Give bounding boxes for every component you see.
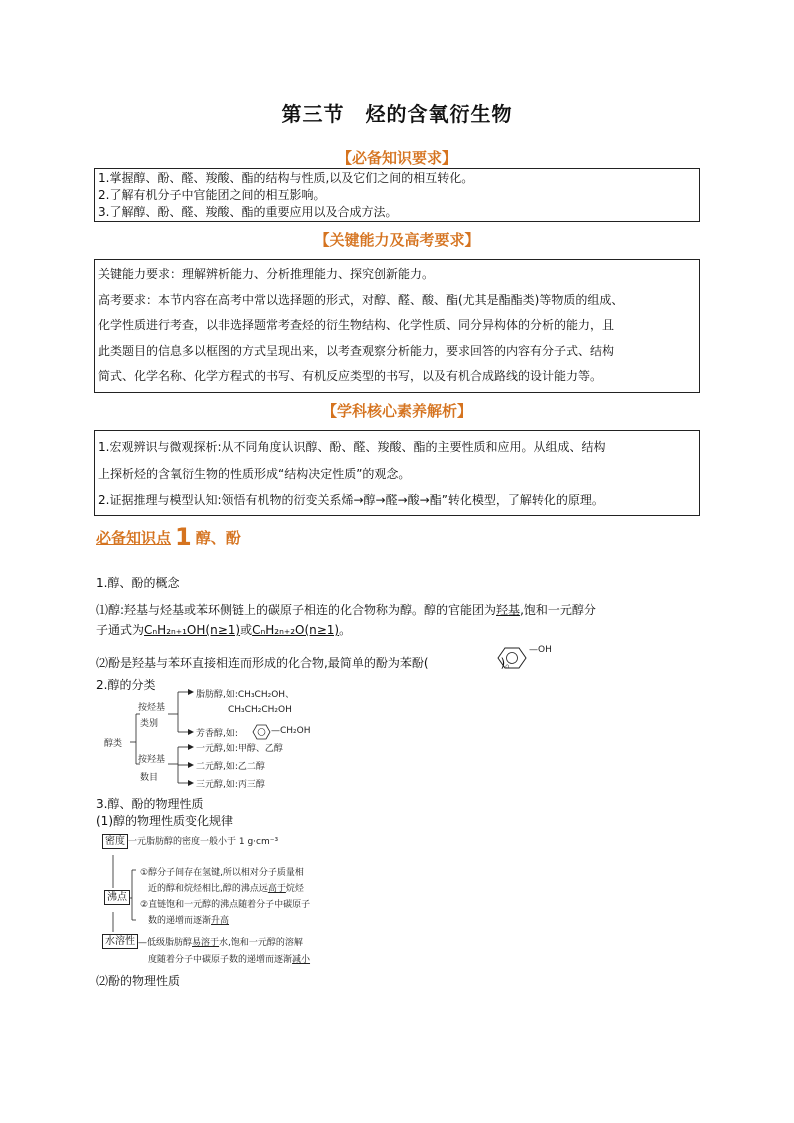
knowledge-point-heading xyxy=(96,523,241,551)
desc-boiling-2-text: 近的醇和烷烃相比,醇的沸点远 xyxy=(148,884,268,894)
leaf-dihydric: 二元醇,如:乙二醇 xyxy=(196,762,265,772)
desc-boiling-4-text: 数的递增而逐渐 xyxy=(148,916,212,926)
box2-line-4: 此类题目的信息多以框图的方式呈现出来，以考查观察分析能力，要求回答的内容有分子式、结构 xyxy=(98,343,615,358)
section-heading-key-ability: 【关键能力及高考要求】 xyxy=(314,231,480,249)
tag-solubility: 水溶性 xyxy=(102,934,138,949)
box1-line-1: 1.掌握醇、酚、醛、羧酸、酯的结构与性质,以及它们之间的相互转化。 xyxy=(98,171,474,185)
desc-sol-1-end: 水,饱和一元醇的溶解 xyxy=(219,938,303,948)
branch-hydroxyl-1: 按羟基 xyxy=(138,755,166,765)
desc-sol-1-u: 易溶于 xyxy=(192,938,220,948)
c1a-text-3: ,饱和一元醇分 xyxy=(520,603,596,617)
box2-line-5: 简式、化学名称、化学方程式的书写、有机反应类型的书写，以及有机合成路线的设计能力等。 xyxy=(98,369,603,383)
desc-boiling-4-u: 升高 xyxy=(211,916,230,926)
c1b-text-2: 或 xyxy=(240,623,253,637)
desc-boiling-2 xyxy=(148,881,304,894)
c1c-text: ⑵酚是羟基与苯环直接相连而形成的化合物,最简单的酚为苯酚( xyxy=(96,656,429,670)
concept-alcohol-line-2 xyxy=(96,621,351,638)
c1b-text-1: 子通式为 xyxy=(96,623,145,637)
desc-boiling-2-u: 高于 xyxy=(267,884,286,894)
branch-hydrocarbon-1: 按烃基 xyxy=(138,703,166,713)
required-knowledge-box xyxy=(94,168,700,222)
core-literacy-box xyxy=(94,430,700,516)
desc-sol-2-u: 减小 xyxy=(292,955,311,965)
tag-boiling-point: 沸点 xyxy=(104,890,130,905)
phenol-oh-label: —OH xyxy=(529,645,552,655)
classification-root: 醇类 xyxy=(104,739,123,749)
concept-heading: 1.醇、酚的概念 xyxy=(96,576,180,590)
box3-line-3: 2.证据推理与模型认知:领悟有机物的衍变关系烯→醇→醛→酸→酯”转化模型，了解转化的原理。 xyxy=(98,493,604,507)
desc-boiling-1: ①醇分子间存在氢键,所以相对分子质量相 xyxy=(140,868,304,878)
formula-2: CₙH₂ₙ₊₂O(n≥1) xyxy=(252,623,340,637)
desc-boiling-4 xyxy=(148,913,229,926)
desc-solubility-2 xyxy=(148,952,310,965)
box2-line-3: 化学性质进行考查，以非选择题常考查烃的衍生物结构、化学性质、同分异构体的分析的能力，且 xyxy=(98,318,615,332)
desc-boiling-3: ②直链饱和一元醇的沸点随着分子中碳原子 xyxy=(140,900,311,910)
box1-line-2: 2.了解有机分子中官能团之间的相互影响。 xyxy=(98,188,326,202)
box2-line-1: 关键能力要求：理解辨析能力、分析推理能力、探究创新能力。 xyxy=(98,267,435,281)
c1c-end: )。 xyxy=(500,656,518,670)
section-heading-core-literacy: 【学科核心素养解析】 xyxy=(321,402,472,420)
benzene-ring-icon xyxy=(253,725,270,739)
concept-phenol-line xyxy=(96,654,517,671)
knowledge-point-topic: 醇、酚 xyxy=(195,529,241,547)
box3-line-2: 上探析烃的含氧衍生物的性质形成“结构决定性质”的观念。 xyxy=(98,466,411,481)
tag-density: 密度 xyxy=(102,834,128,849)
classification-heading: 2.醇的分类 xyxy=(96,678,156,692)
section-heading-required-knowledge: 【必备知识要求】 xyxy=(336,149,457,167)
leaf-aliphatic-1: 脂肪醇,如:CH₃CH₂OH、 xyxy=(196,690,295,700)
leaf-aliphatic-2: CH₃CH₂CH₂OH xyxy=(228,705,292,715)
concept-alcohol-line-1 xyxy=(96,601,596,618)
key-ability-box xyxy=(94,259,700,393)
knowledge-point-label: 必备知识点 xyxy=(96,529,172,547)
desc-sol-1-text: —低级脂肪醇 xyxy=(138,938,193,948)
leaf-monohydric: 一元醇,如:甲醇、乙醇 xyxy=(196,744,283,754)
c1a-underlined: 羟基 xyxy=(496,603,521,617)
desc-density: 一元脂肪醇的密度一般小于 1 g·cm⁻³ xyxy=(128,837,279,847)
box3-line-1: 1.宏观辨识与微观探析:从不同角度认识醇、酚、醛、羧酸、酯的主要性质和应用。从组成、结构 xyxy=(98,440,606,454)
formula-1: CₙH₂ₙ₊₁OH(n≥1) xyxy=(144,623,241,637)
desc-boiling-2-end: 烷烃 xyxy=(285,884,304,894)
leaf-aromatic: 芳香醇,如: xyxy=(196,729,238,739)
box2-line-2: 高考要求：本节内容在高考中常以选择题的形式，对醇、醛、酸、酯(尤其是酯酯类)等物质的组成、 xyxy=(98,292,624,307)
phenol-physical-heading: ⑵酚的物理性质 xyxy=(96,974,181,988)
page-title: 第三节 烃的含氧衍生物 xyxy=(281,102,513,126)
branch-hydroxyl-2: 数目 xyxy=(140,773,159,783)
branch-hydrocarbon-2: 类别 xyxy=(140,719,159,729)
c1b-text-3: 。 xyxy=(339,623,352,637)
leaf-trihydric: 三元醇,如:丙三醇 xyxy=(196,780,265,790)
c1a-text-1: ⑴醇:羟基与烃基或苯环侧链上的碳原子相连的化合物称为醇。醇的官能团为 xyxy=(96,603,497,617)
desc-sol-2-text: 度随着分子中碳原子数的递增而逐渐 xyxy=(148,955,293,965)
knowledge-point-number: 1 xyxy=(175,523,192,551)
leaf-aromatic-tail: —CH₂OH xyxy=(271,726,311,736)
alcohol-physical-heading: (1)醇的物理性质变化规律 xyxy=(96,814,233,828)
desc-solubility-1 xyxy=(138,935,303,948)
physical-properties-heading: 3.醇、酚的物理性质 xyxy=(96,797,204,811)
box1-line-3: 3.了解醇、酚、醛、羧酸、酯的重要应用以及合成方法。 xyxy=(98,205,398,219)
